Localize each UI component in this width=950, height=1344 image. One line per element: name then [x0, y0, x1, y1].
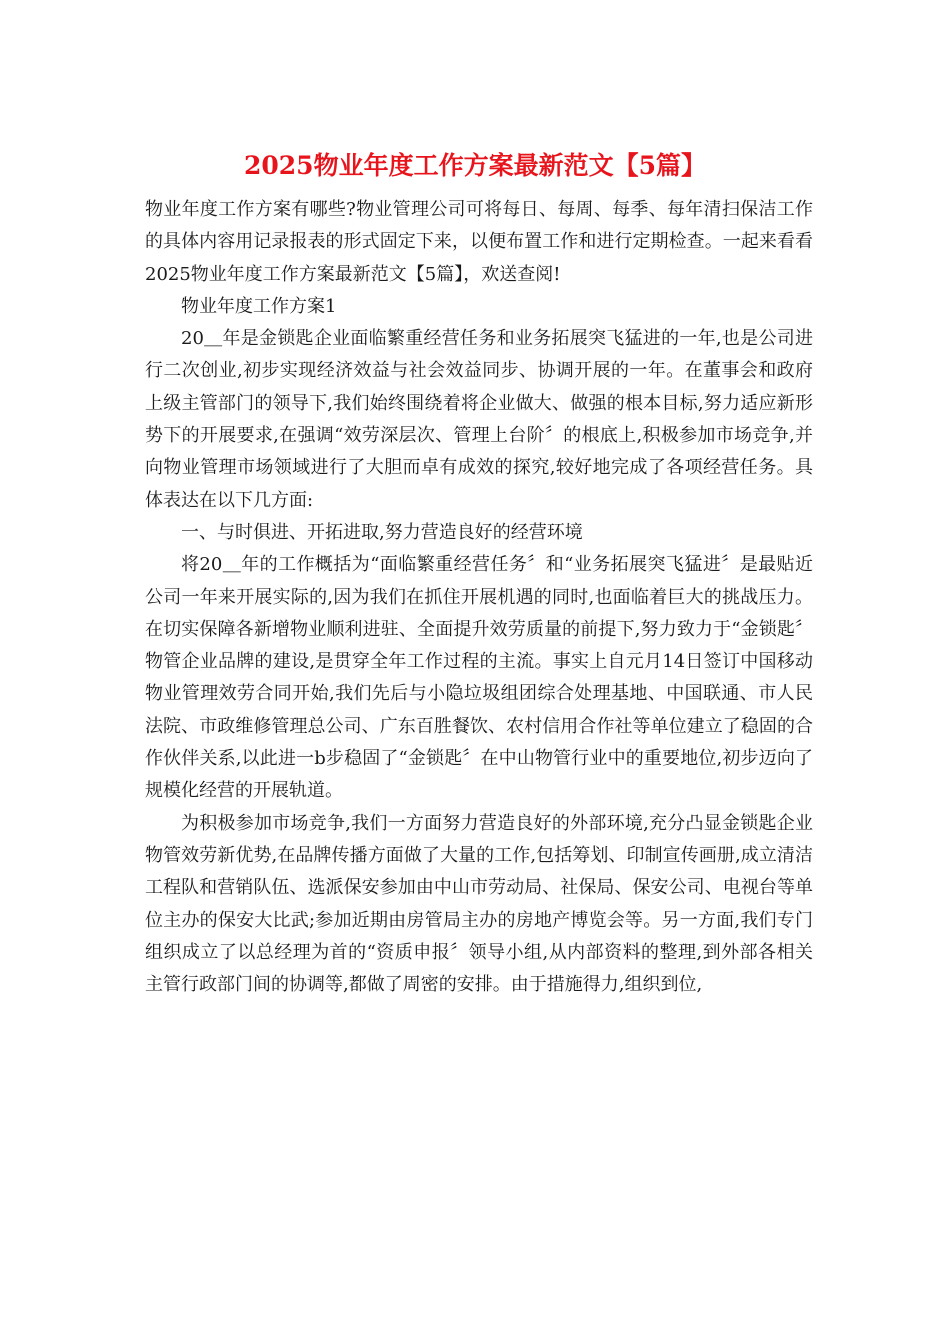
body-paragraph-3: 为积极参加市场竞争,我们一方面努力营造良好的外部环境,充分凸显金锁匙企业物管效劳新优势,在品牌传播方面做了大量的工作,包括筹划、印制宣传画册,成立清洁工程队和营销队伍、选派保安参加由中山市劳动局、社保局、保安公司、电视台等单位主办的保安大比武;参加近期由房管局主办的房地产博览会等。另一方面,我们专门组织成立了以总经理为首的“资质申报〞领导小组,从内部资料的整理,到外部各相关主管行政部门间的协调等,都做了周密的安排。由于措施得力,组织到位, — [145, 812, 813, 996]
subsection-heading: 一、与时俱进、开拓进取,努力营造良好的经营环境 — [181, 521, 583, 543]
intro-paragraph: 物业年度工作方案有哪些?物业管理公司可将每日、每周、每季、每年清扫保洁工作的具体内容用记录报表的形式固定下来，以便布置工作和进行定期检查。一起来看看2025物业年度工作方案最新范文【5篇】，欢送查阅! — [145, 199, 813, 285]
body-paragraph-2: 将20＿年的工作概括为“面临繁重经营任务〞和“业务拓展突飞猛进〞是最贴近公司一年来开展实际的,因为我们在抓住开展机遇的同时,也面临着巨大的挑战压力。在切实保障各新增物业顺利进驻、全面提升效劳质量的前提下,努力致力于“金锁匙〞物管企业品牌的建设,是贯穿全年工作过程的主流。事实上自元月14日签订中国移动物业管理效劳合同开始,我们先后与小隐垃圾组团综合处理基地、中国联通、市人民法院、市政维修管理总公司、广东百胜餐饮、农村信用合作社等单位建立了稳固的合作伙伴关系,以此进一b步稳固了“金锁匙〞在中山物管行业中的重要地位,初步迈向了规模化经营的开展轨道。 — [145, 554, 813, 802]
document-title: 2025物业年度工作方案最新范文【5篇】 — [244, 151, 706, 180]
section-title: 物业年度工作方案1 — [181, 295, 337, 317]
body-paragraph-1: 20＿年是金锁匙企业面临繁重经营任务和业务拓展突飞猛进的一年,也是公司进行二次创业,初步实现经济效益与社会效益同步、协调开展的一年。在董事会和政府上级主管部门的领导下,我们始终围绕着将企业做大、做强的根本目标,努力适应新形势下的开展要求,在强调“效劳深层次、管理上台阶〞的根底上,积极参加市场竞争,并向物业管理市场领域进行了大胆而卓有成效的探究,较好地完成了各项经营任务。具体表达在以下几方面: — [145, 328, 813, 511]
document-body — [145, 194, 813, 1001]
